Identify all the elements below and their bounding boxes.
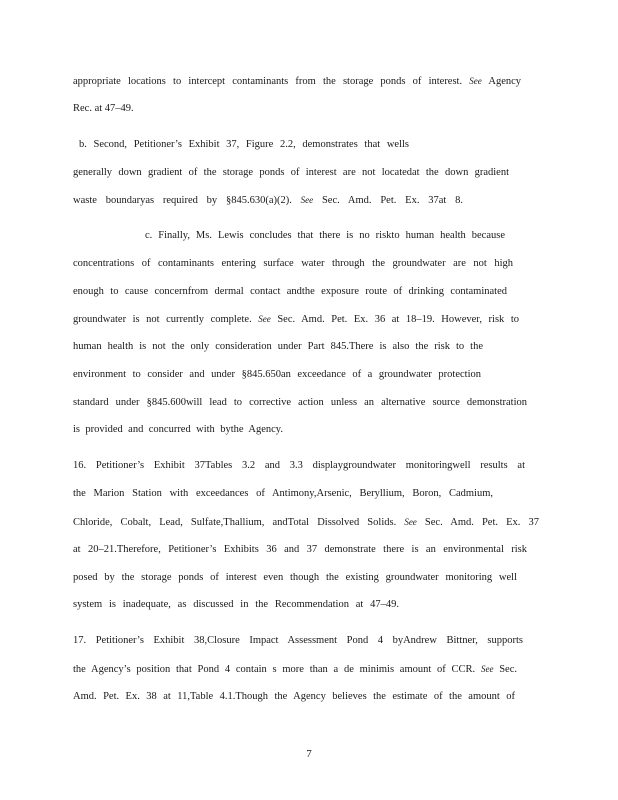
text-line: standard under §845.600will lead to corrective action unless an alternative source demonstration	[73, 397, 527, 408]
text-line: concentrations of contaminants entering surface water through the groundwater are not high	[73, 258, 513, 269]
paragraph-b-first-line: b. Second, Petitioner’s Exhibit 37, Figure 2.2, demonstrates that wells	[79, 139, 409, 150]
text-line: at 20–21.Therefore, Petitioner’s Exhibits 36 and 37 demonstrate there is an environmental risk	[73, 544, 527, 555]
text-line: Rec. at 47–49.	[73, 103, 134, 114]
text-line: is provided and concurred with bythe Agency.	[73, 424, 283, 435]
text-line: enough to cause concernfrom dermal contact andthe exposure route of drinking contaminated	[73, 286, 507, 297]
text-line: Amd. Pet. Ex. 38 at 11,Table 4.1.Though the Agency believes the estimate of the amount of	[73, 691, 515, 702]
citation-signal: See	[469, 76, 482, 86]
text-line: waste boundaryas required by §845.630(a)(2). See Sec. Amd. Pet. Ex. 37at 8.	[73, 195, 463, 206]
page-number: 7	[306, 748, 312, 760]
citation-signal: See	[404, 517, 417, 527]
text-line: the Marion Station with exceedances of Antimony,Arsenic, Beryllium, Boron, Cadmium,	[73, 488, 493, 499]
citation-signal: See	[300, 195, 314, 205]
citation-signal: See	[480, 664, 494, 674]
text-line: environment to consider and under §845.650an exceedance of a groundwater protection	[73, 369, 481, 380]
text-line: Chloride, Cobalt, Lead, Sulfate,Thallium, andTotal Dissolved Solids. See Sec. Amd. Pet. Ex. 37	[73, 517, 540, 528]
text-line: system is inadequate, as discussed in the Recommendation at 47–49.	[73, 599, 399, 610]
text-line: the Agency’s position that Pond 4 contain s more than a de minimis amount of CCR. See Sec.	[73, 664, 518, 675]
paragraph-c-first-line: c. Finally, Ms. Lewis concludes that there is no riskto human health because	[145, 230, 505, 241]
text-line: posed by the storage ponds of interest even though the existing groundwater monitoring well	[73, 572, 517, 583]
text-line: groundwater is not currently complete. See Sec. Amd. Pet. Ex. 36 at 18–19. However, risk to	[73, 314, 520, 325]
citation-signal: See	[258, 314, 271, 324]
text-line: human health is not the only consideration under Part 845.There is also the risk to the	[73, 341, 483, 352]
paragraph-17-first-line: 17. Petitioner’s Exhibit 38,Closure Impact Assessment Pond 4 byAndrew Bittner, supports	[73, 635, 523, 646]
text-line: appropriate locations to intercept contaminants from the storage ponds of interest. See Agency	[73, 76, 522, 87]
paragraph-16-first-line: 16. Petitioner’s Exhibit 37Tables 3.2 and 3.3 displaygroundwater monitoringwell results at	[73, 460, 525, 471]
text-line: generally down gradient of the storage ponds of interest are not locatedat the down gradient	[73, 167, 509, 178]
